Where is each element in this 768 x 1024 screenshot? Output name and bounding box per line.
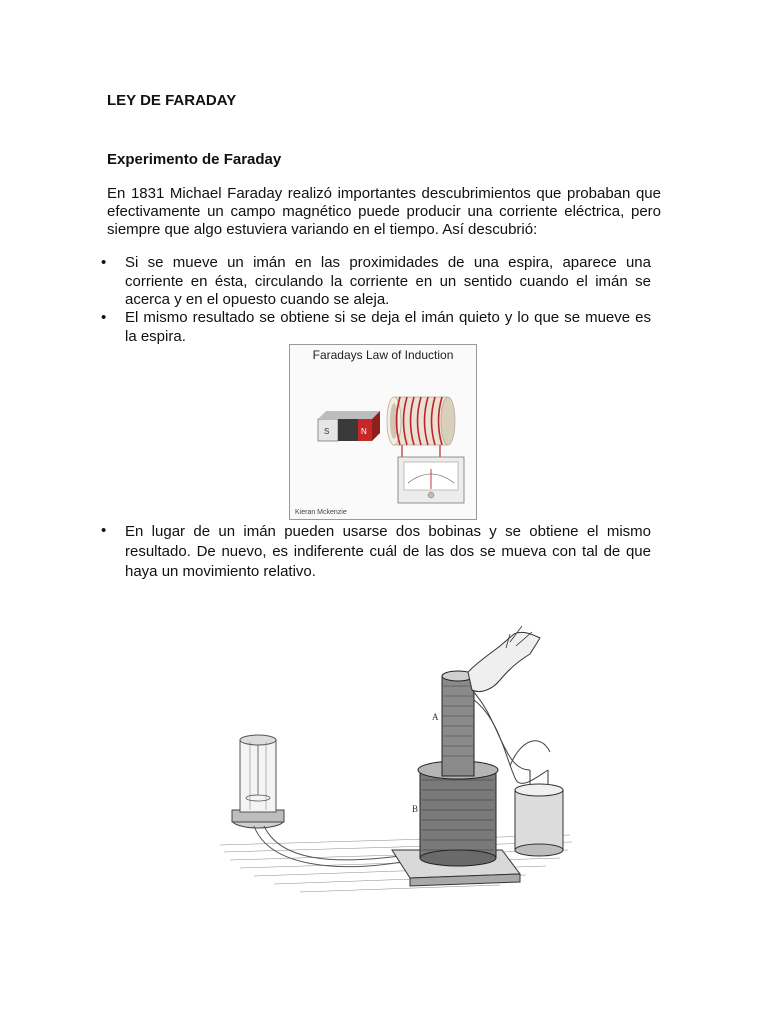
apparatus-illustration (210, 620, 590, 920)
faraday-apparatus-engraving (210, 620, 590, 920)
outer-coil-icon (412, 761, 498, 866)
hand-icon (468, 626, 540, 692)
magnet-south-label: S (324, 427, 330, 436)
page-title: LEY DE FARADAY (107, 92, 237, 109)
figure-title: Faradays Law of Induction (312, 348, 454, 362)
bullet-text: Si se mueve un imán en las proximidades de una espira, aparece una corriente en ésta, circulando la corriente en un sentido cuando el imán se acerca y en el opuesto cuando se aleja. (125, 254, 651, 308)
bullet-point: • (101, 309, 107, 326)
figure-credit: Kieran Mckenzie (295, 509, 347, 516)
galvanometer-jar-icon (232, 735, 284, 828)
section-heading: Experimento de Faraday (107, 151, 282, 168)
bar-magnet-icon (318, 411, 380, 441)
label-a: A (432, 712, 439, 722)
inner-coil-icon (432, 671, 474, 776)
bullet-text: En lugar de un imán pueden usarse dos bobinas y se obtiene el mismo resultado. De nuevo, es indiferente cuál de las dos se mueva con tal de que haya un movimiento relativo. (125, 523, 651, 580)
connecting-wires (254, 826, 402, 867)
induction-diagram (290, 345, 476, 519)
bullet-text: El mismo resultado se obtiene si se deja el imán quieto y lo que se mueve es la espira. (125, 309, 651, 345)
label-b: B (412, 804, 419, 814)
magnet-north-label: N (361, 427, 367, 436)
galvanometer-icon (398, 457, 464, 503)
faraday-induction-figure (289, 344, 477, 520)
intro-paragraph: En 1831 Michael Faraday realizó importantes descubrimientos que probaban que efectivamente un campo magnético puede producir una corriente eléctrica, pero siempre que algo estuviera variando en el tiempo. Así descubrió: (107, 185, 661, 238)
bullet-point: • (101, 522, 107, 539)
bullet-point: • (101, 254, 107, 271)
